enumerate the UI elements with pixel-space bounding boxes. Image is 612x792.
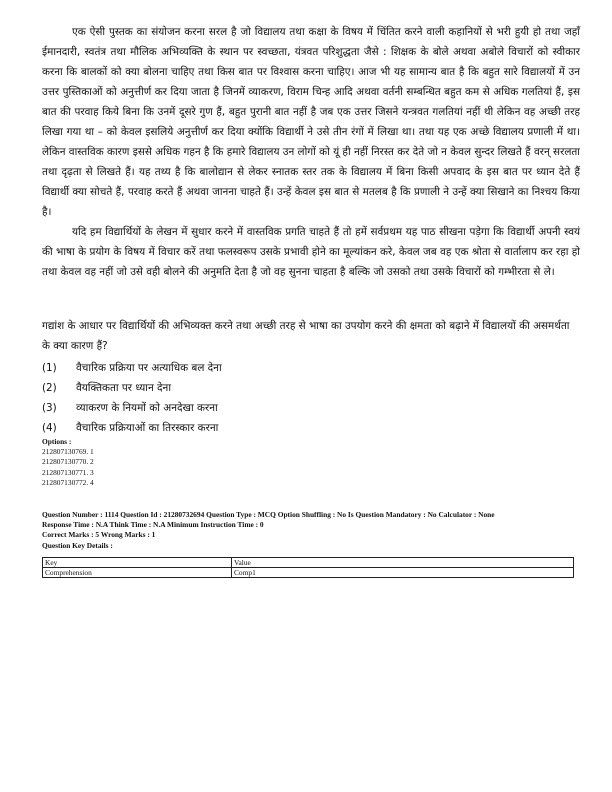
passage <box>42 22 580 282</box>
option-id-3: 212807130771. 3 <box>42 467 94 477</box>
option-text: व्याकरण के नियमों को अनदेखा करना <box>76 402 218 414</box>
option-id-2: 212807130770. 2 <box>42 457 94 467</box>
question-info-line-4: Question Key Details : <box>42 540 113 550</box>
question-text: गद्यांश के आधार पर विद्यार्थियों की अभिव्यक्त करने तथा अच्छी तरह से भाषा का उपयोग करने की क्षमता को बढ़ाने में विद्यालयों की असमर्थता के क्या कारण हैं? <box>42 320 570 352</box>
option-4 <box>42 418 580 438</box>
table-cell-key: Comprehension <box>43 568 232 578</box>
passage-paragraph-2: यदि हम विद्यार्थियों के लेखन में सुधार करने में वास्तविक प्रगति चाहते हैं तो हमें सर्वप्रथम यह पाठ सीखना पड़ेगा कि विद्यार्थी अपनी स्वयं की भाषा के प्रयोग के विषय में विचार करें तथा फलस्वरूप उसके प्रभावी होने का मूल्यांकन करे, केवल जब वह एक श्रोता से वार्तालाप कर रहा हो तथा केवल वह नहीं जो उसे वही बोलने की अनुमति देता है जो वह सुनना चाहता है बल्कि जो उसको तथा उसके विचारों को गम्भीरता से ले। <box>42 226 580 278</box>
option-text: वैयक्तिकता पर ध्यान देना <box>76 382 172 394</box>
option-1 <box>42 358 580 378</box>
option-id-4: 212807130772. 4 <box>42 477 94 487</box>
option-2 <box>42 378 580 398</box>
question-info <box>42 510 582 551</box>
option-3 <box>42 398 580 418</box>
option-number: (2) <box>42 382 57 394</box>
table-header-row <box>43 558 574 568</box>
option-text: वैचारिक प्रक्रिया पर अत्याधिक बल देना <box>76 362 222 374</box>
question-info-line-2: Response Time : N.A Think Time : N.A Minimum Instruction Time : 0 <box>42 520 264 530</box>
option-number: (4) <box>42 422 57 434</box>
options-label: Options : <box>42 437 72 446</box>
table-header-key: Key <box>43 558 232 568</box>
table-cell-value: Comp1 <box>232 568 574 578</box>
question-key-table <box>42 557 574 578</box>
option-id-1: 212807130769. 1 <box>42 447 94 457</box>
table-header-value: Value <box>232 558 574 568</box>
question-info-line-3: Correct Marks : 5 Wrong Marks : 1 <box>42 530 156 540</box>
table-row <box>43 568 574 578</box>
options-id-list <box>42 437 94 488</box>
question-info-line-1: Question Number : 1114 Question Id : 21280732694 Question Type : MCQ Option Shuffling : No Is Question Mandatory : No Calculator : None <box>42 510 495 519</box>
option-number: (1) <box>42 362 57 374</box>
option-text: वैचारिक प्रक्रियाओं का तिरस्कार करना <box>76 422 219 434</box>
option-number: (3) <box>42 402 57 414</box>
passage-paragraph-1: एक ऐसी पुस्तक का संयोजन करना सरल है जो विद्यालय तथा कक्षा के विषय में चिंतित करने वाली कहानियों से भरी हुयी हो तथा जहाँ ईमानदारी, स्वतंत्र तथा मौलिक अभिव्यक्ति के स्थान पर स्वच्छता, यंत्रवत परिशुद्धता जैसे : शिक्षक के बोले अथवा अबोले विचारों को स्वीकार करना कि बालकों को क्या बोलना चाहिए तथा किस बात पर विश्वास करना चाहिए। आज भी यह सामान्य बात है कि बहुत सारे विद्यालयों में उन उत्तर पुस्तिकाओं को अनुत्तीर्ण कर दिया जाता है जिनमें व्याकरण, विराम चिन्ह आदि अथवा वर्तनी सम्बन्धित बहुत कम से अधिक गलतियां हैं, इस बात की परवाह किये बिना कि उनमें दूसरे गुण हैं, बहुत पुरानी बात नहीं है जब एक उत्तर जिसने यन्त्रवत गलतियां नहीं थी लेकिन वह अच्छी तरह लिखा गया था – को केवल इसलिये अनुत्तीर्ण कर दिया क्योंकि विद्यार्थी ने उसे तीन रंगों में लिखा था। तथा यह एक अच्छे विद्यालय प्रणाली में था। लेकिन वास्तविक कारण इससे अधिक गहन है कि हमारे विद्यालय उन लोगों को यूं ही नहीं निरस्त कर देते जो न केवल सुन्दर लिखते हैं वरन् सरलता तथा दृढ़ता से लिखते हैं। यह तथ्य है कि बालोद्यान से लेकर स्नातक स्तर तक के विद्यालय में बिना किसी अपवाद के इस बात पर ध्यान देते हैं विद्यार्थी क्या सोचते हैं, परवाह करते हैं अथवा जानना चाहते हैं। उन्हें केवल इस बात से मतलब है कि प्रणाली ने उन्हें क्या सिखाने का निश्चय किया है। <box>42 26 580 218</box>
question-block <box>42 316 580 438</box>
